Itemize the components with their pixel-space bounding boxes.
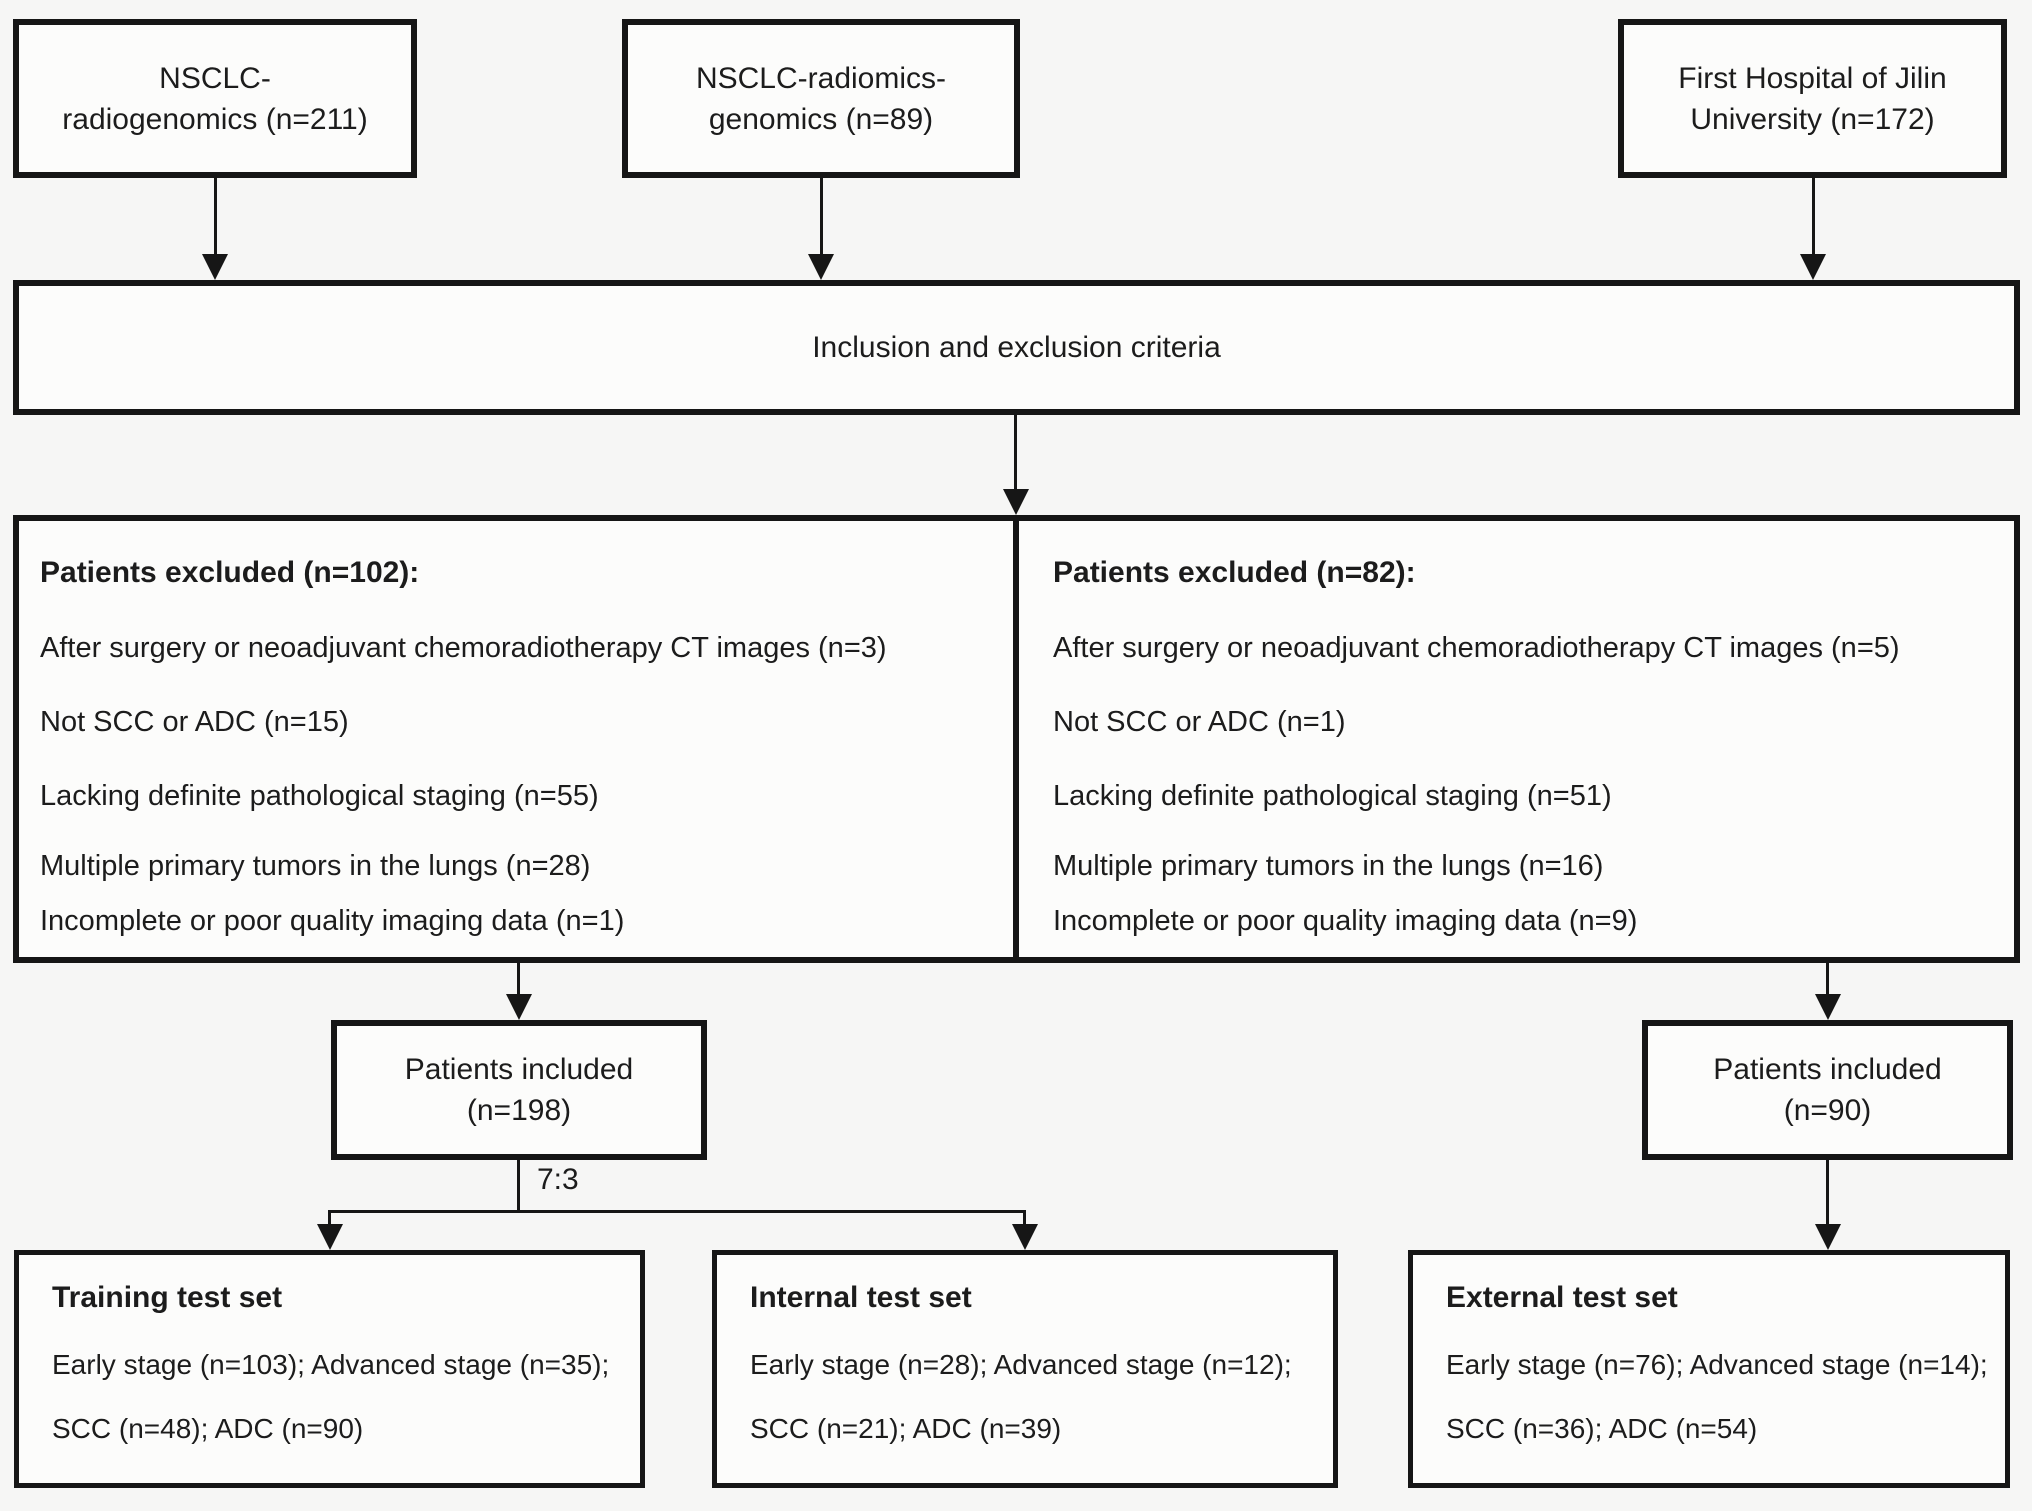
cohort-heading: External test set: [1446, 1281, 1678, 1314]
arrow-line: [1812, 178, 1815, 256]
exclusion-item: Incomplete or poor quality imaging data (n=1): [40, 905, 625, 937]
arrowhead-down-icon: [317, 1224, 343, 1250]
arrow-line: [517, 963, 520, 994]
source-box-jilin-hospital: [1618, 19, 2007, 178]
arrowhead-down-icon: [1800, 254, 1826, 280]
arrowhead-down-icon: [808, 254, 834, 280]
source-box-label-line: NSCLC-radiomics-: [695, 61, 947, 95]
arrowhead-down-icon: [506, 994, 532, 1020]
split-stub-line: [517, 1160, 520, 1212]
exclusion-heading: Patients excluded (n=102):: [40, 556, 420, 589]
arrow-line: [1826, 1160, 1829, 1226]
exclusion-item: Multiple primary tumors in the lungs (n=28): [40, 850, 591, 882]
source-box-label-line: radiogenomics (n=211): [62, 102, 368, 136]
arrow-line: [214, 178, 217, 256]
cohort-stage-line: Early stage (n=76); Advanced stage (n=14);: [1446, 1349, 1988, 1380]
included-box-left: [331, 1020, 707, 1160]
cohort-histology-line: SCC (n=36); ADC (n=54): [1446, 1413, 1758, 1444]
exclusion-item: Multiple primary tumors in the lungs (n=16): [1053, 850, 1604, 882]
cohort-box-internal: [712, 1250, 1338, 1488]
cohort-histology-line: SCC (n=48); ADC (n=90): [52, 1413, 364, 1444]
arrowhead-down-icon: [202, 254, 228, 280]
cohort-box-training: [14, 1250, 645, 1488]
cohort-heading: Training test set: [52, 1281, 283, 1314]
arrowhead-down-icon: [1815, 994, 1841, 1020]
exclusion-item: After surgery or neoadjuvant chemoradiotherapy CT images (n=3): [40, 632, 887, 664]
arrow-line: [820, 178, 823, 256]
source-box-label-line: NSCLC-: [159, 61, 271, 95]
source-box-nsclc-radiomics-genomics: [622, 19, 1020, 178]
split-horizontal-line: [328, 1210, 1026, 1213]
exclusion-item: Not SCC or ADC (n=1): [1053, 706, 1346, 738]
arrowhead-down-icon: [1003, 489, 1029, 515]
exclusion-item: Incomplete or poor quality imaging data (n=9): [1053, 905, 1638, 937]
split-ratio-label: 7:3: [537, 1163, 579, 1196]
cohort-box-external: [1408, 1250, 2010, 1488]
exclusion-item: Lacking definite pathological staging (n=51): [1053, 780, 1612, 812]
arrow-line: [1014, 415, 1017, 489]
source-box-label-line: First Hospital of Jilin: [1678, 61, 1947, 95]
included-box-right: [1642, 1020, 2013, 1160]
included-label-line: Patients included: [1713, 1053, 1942, 1086]
cohort-stage-line: Early stage (n=103); Advanced stage (n=35);: [52, 1349, 610, 1380]
cohort-stage-line: Early stage (n=28); Advanced stage (n=12);: [750, 1349, 1292, 1380]
included-label-line: (n=198): [466, 1094, 572, 1127]
arrow-line: [1826, 963, 1829, 994]
exclusion-item: Lacking definite pathological staging (n=55): [40, 780, 599, 812]
exclusion-heading: Patients excluded (n=82):: [1053, 556, 1416, 589]
arrowhead-down-icon: [1815, 1224, 1841, 1250]
criteria-box: [13, 280, 2020, 415]
source-box-nsclc-radiogenomics: [13, 19, 417, 178]
exclusion-item: Not SCC or ADC (n=15): [40, 706, 349, 738]
source-box-label-line: University (n=172): [1690, 102, 1935, 136]
cohort-heading: Internal test set: [750, 1281, 972, 1314]
exclusion-item: After surgery or neoadjuvant chemoradiotherapy CT images (n=5): [1053, 632, 1900, 664]
exclusion-box-divider: [1013, 515, 1019, 963]
arrowhead-down-icon: [1012, 1224, 1038, 1250]
cohort-histology-line: SCC (n=21); ADC (n=39): [750, 1413, 1062, 1444]
included-label-line: Patients included: [404, 1053, 634, 1086]
criteria-label: Inclusion and exclusion criteria: [812, 331, 1221, 364]
included-label-line: (n=90): [1783, 1094, 1872, 1127]
source-box-label-line: genomics (n=89): [708, 102, 934, 136]
